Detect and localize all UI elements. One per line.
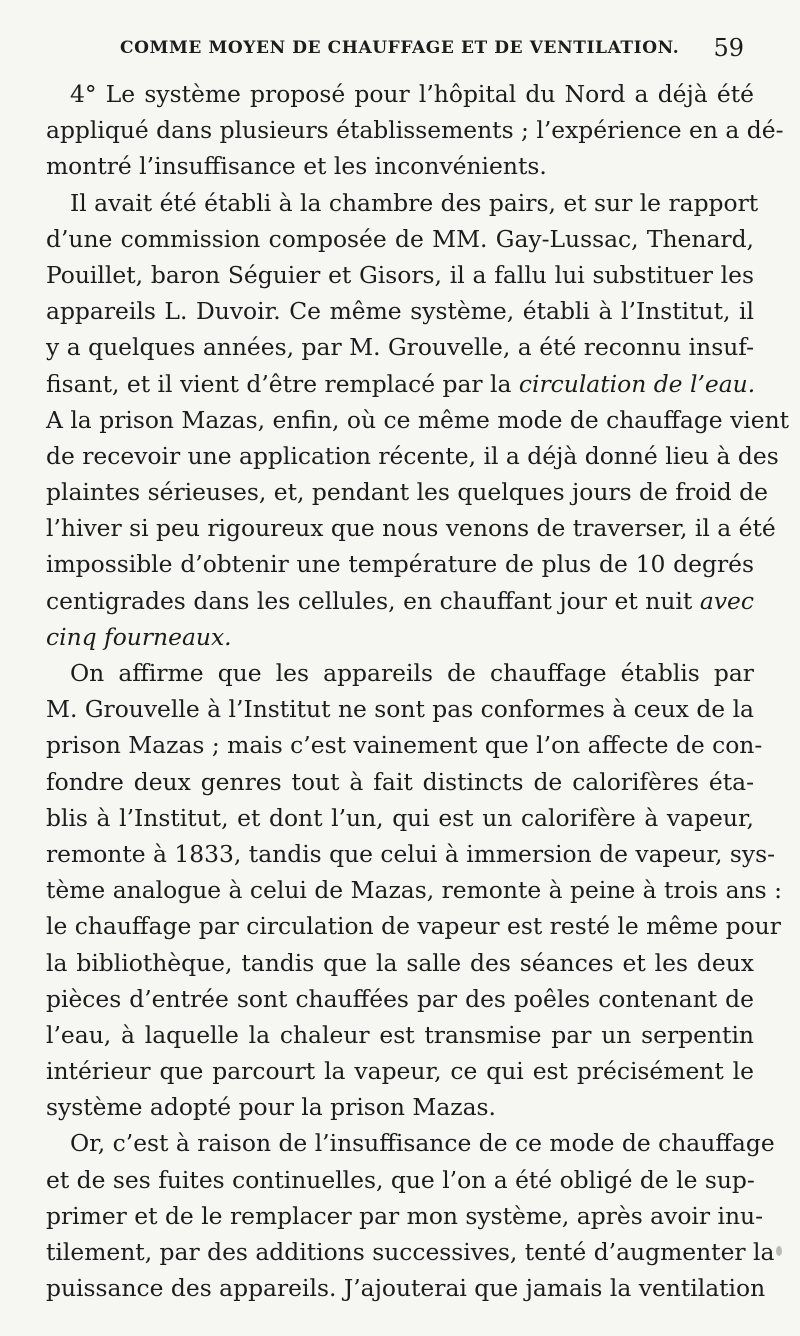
text-line [46,619,754,655]
text-line [46,1270,766,1306]
text-line [46,402,790,438]
text-line [46,583,754,619]
text-line [46,1234,775,1270]
text-line [46,76,754,112]
text-line-content: la bibliothèque, tandis que la salle des séances et les deux [46,948,754,977]
text-line-content: tème analogue à celui de Mazas, remonte à peine à trois ans : [46,876,782,905]
text-line [46,329,754,365]
text-line-content: pièces d’entrée sont chauffées par des poêles contenant de [46,984,754,1013]
italic-phrase: circulation de l’eau. [518,369,756,398]
text-line [46,257,754,293]
text-line [46,148,754,184]
text-line-content: d’une commission composée de MM. Gay-Lussac, Thenard, [46,224,754,253]
text-line [46,112,784,148]
text-line-content: l’eau, à laquelle la chaleur est transmise par un serpentin [46,1020,754,1049]
text-line-content: remonte à 1833, tandis que celui à immersion de vapeur, sys- [46,839,776,868]
text-line [46,1053,754,1089]
text-line [46,510,776,546]
text-line-content: primer et de le remplacer par mon système, après avoir inu- [46,1201,764,1230]
text-line [46,727,763,763]
text-line [46,908,781,944]
text-line-content: intérieur que parcourt la vapeur, ce qui est précisément le [46,1057,754,1086]
running-title: COMME MOYEN DE CHAUFFAGE ET DE VENTILATION. [120,38,680,58]
text-line [46,221,754,257]
text-line [46,800,754,836]
text-line [46,1125,775,1161]
text-line-content: On affirme que les appareils de chauffage établis par [70,659,754,687]
text-line [46,185,759,221]
text-line [46,836,776,872]
text-line [46,655,754,691]
text-line-content: M. Grouvelle à l’Institut ne sont pas conformes à ceux de la [46,695,754,724]
text-line-content: A la prison Mazas, enfin, où ce même mode de chauffage vient [46,405,790,434]
text-line-content: 4° Le système proposé pour l’hôpital du Nord a déjà été [70,80,754,108]
running-header [46,34,754,70]
text-line-content: appliqué dans plusieurs établissements ; l’expérience en a dé- [46,116,784,145]
text-line-content: centigrades dans les cellules, en chauffant jour et nuit [46,586,700,615]
text-line [46,1089,754,1125]
text-line-content: Or, c’est à raison de l’insuffisance de ce mode de chauffage [70,1129,775,1158]
text-line [46,474,768,510]
italic-phrase: avec [699,586,754,615]
text-line [46,981,754,1017]
text-line [46,1162,754,1198]
text-line-content: fondre deux genres tout à fait distincts de calorifères éta- [46,767,754,796]
text-line [46,872,782,908]
text-line-content: plaintes sérieuses, et, pendant les quelques jours de froid de [46,478,768,507]
text-line-content: l’hiver si peu rigoureux que nous venons de traverser, il a été [46,514,776,543]
text-line-content: appareils L. Duvoir. Ce même système, établi à l’Institut, il [46,297,754,326]
text-line-content: prison Mazas ; mais c’est vainement que l’on affecte de con- [46,731,763,760]
page-body-text [46,76,790,1306]
text-line [46,764,754,800]
page-number: 59 [713,34,744,62]
text-line [46,1017,754,1053]
text-line [46,546,754,582]
text-line-content: montré l’insuffisance et les inconvénients. [46,152,547,181]
text-line [46,691,754,727]
text-line-content: Pouillet, baron Séguier et Gisors, il a fallu lui substituer les [46,260,754,289]
text-line [46,293,754,329]
text-line [46,945,754,981]
text-line-content: le chauffage par circulation de vapeur est resté le même pour [46,912,781,941]
text-line-content: tilement, par des additions successives, tenté d’augmenter la [46,1238,775,1266]
text-line-content: Il avait été établi à la chambre des pairs, et sur le rapport [70,188,759,217]
text-line-content: système adopté pour la prison Mazas. [46,1093,496,1122]
text-line-content: impossible d’obtenir une température de plus de 10 degrés [46,550,754,579]
text-line [46,438,779,474]
text-line-content: blis à l’Institut, et dont l’un, qui est un calorifère à vapeur, [46,803,754,832]
text-line [46,366,754,402]
text-line [46,1198,764,1234]
text-line-content: et de ses fuites continuelles, que l’on a été obligé de le sup- [46,1165,755,1194]
text-line-content: fisant, et il vient d’être remplacé par la [46,369,519,398]
italic-phrase: cinq fourneaux. [46,622,232,651]
text-line-content: y a quelques années, par M. Grouvelle, a été reconnu insuf- [46,333,754,362]
print-blemish [776,1246,782,1256]
text-line-content: puissance des appareils. J’ajouterai que jamais la ventilation [46,1274,766,1303]
text-line-content: de recevoir une application récente, il a déjà donné lieu à des [46,441,779,470]
